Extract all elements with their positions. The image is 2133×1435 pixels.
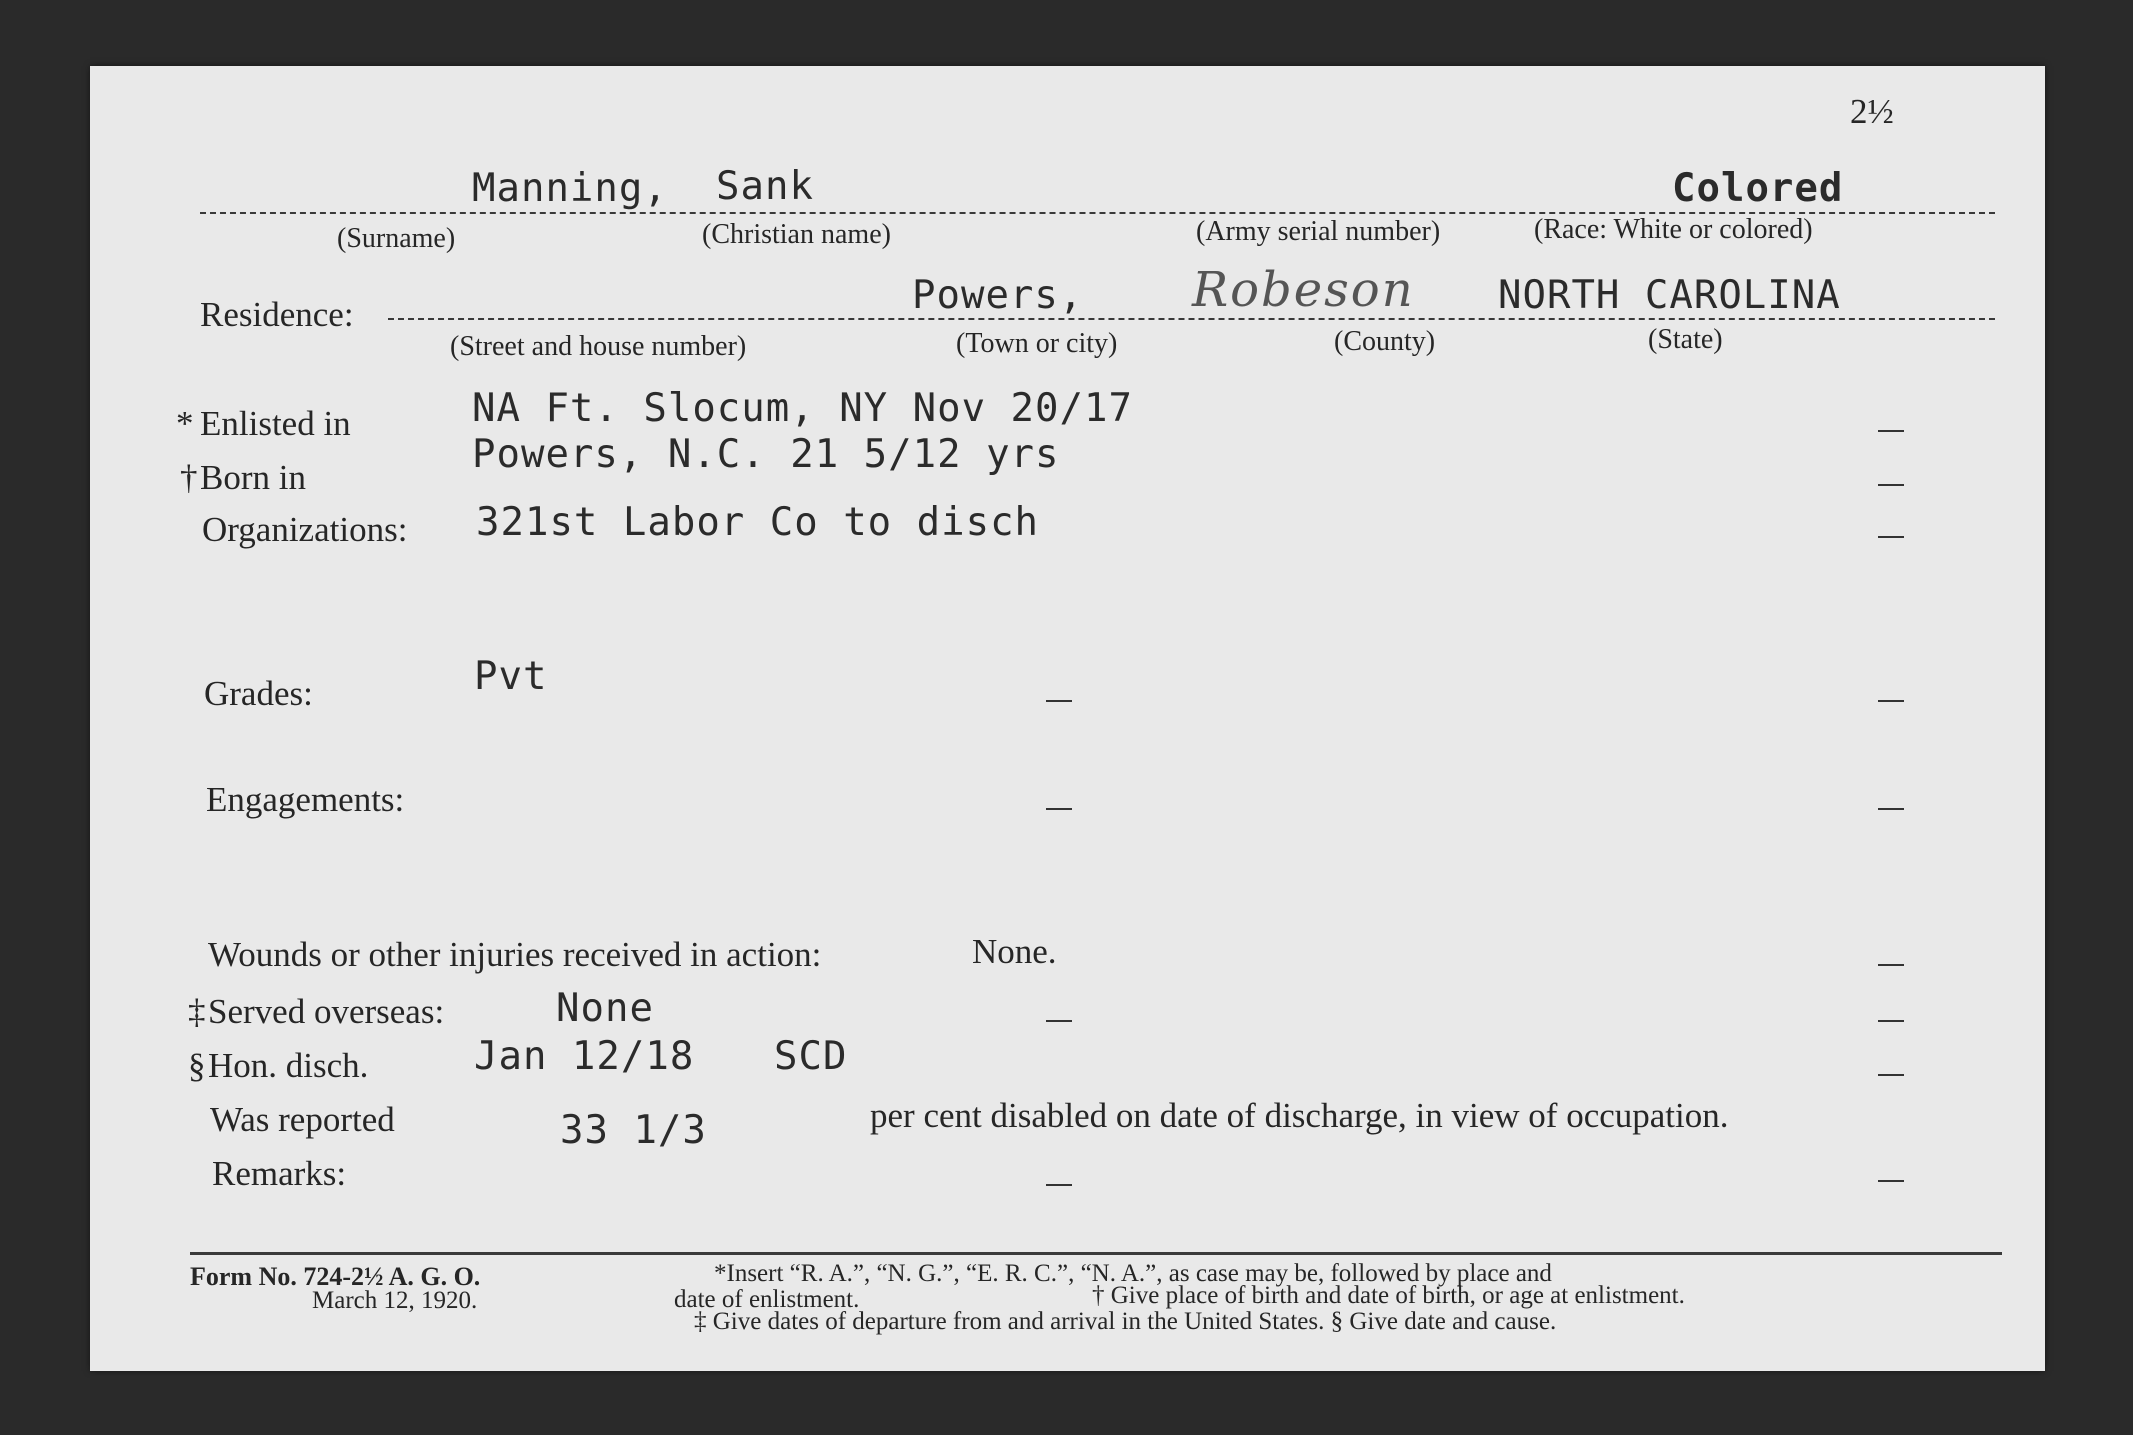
wounds-value: None. (972, 932, 1057, 971)
dagger-mark: † (180, 458, 198, 497)
form-number: Form No. 724-2½ A. G. O. (190, 1262, 481, 1291)
footer-rule (190, 1252, 2002, 1255)
organizations-value: 321st Labor Co to disch (476, 500, 1040, 545)
surname-label: (Surname) (337, 223, 456, 254)
born-dash (1878, 484, 1904, 486)
grades-label: Grades: (204, 674, 313, 713)
residence-county: Robeson (1192, 262, 1415, 318)
street-label: (Street and house number) (450, 331, 747, 362)
hon-disch-date: Jan 12/18 (474, 1034, 695, 1079)
grades-value: Pvt (474, 654, 548, 699)
organizations-label: Organizations: (202, 510, 408, 549)
grades-dash-mid (1046, 700, 1072, 702)
disability-percent: 33 1/3 (560, 1108, 707, 1153)
footnote-line-2a: date of enlistment. (674, 1286, 860, 1313)
enlisted-dash (1878, 430, 1904, 432)
remarks-dash-mid (1046, 1184, 1072, 1186)
engagements-dash (1878, 808, 1904, 810)
disability-text: per cent disabled on date of discharge, in view of occupation. (870, 1096, 1729, 1135)
card-number: 2½ (1850, 92, 1894, 131)
race-value: Colored (1672, 166, 1844, 211)
footnote-line-1: *Insert “R. A.”, “N. G.”, “E. R. C.”, “N. A.”, as case may be, followed by place and (714, 1260, 1552, 1287)
hon-disch-dash (1878, 1074, 1904, 1076)
remarks-label: Remarks: (212, 1154, 347, 1193)
served-dash-mid (1046, 1020, 1072, 1022)
residence-line (388, 318, 1995, 320)
town-label: (Town or city) (956, 328, 1118, 359)
christian-name-label: (Christian name) (702, 219, 891, 250)
hon-disch-cause: SCD (774, 1034, 848, 1079)
form-date: March 12, 1920. (312, 1287, 478, 1314)
ddagger-mark: ‡ (188, 992, 206, 1031)
county-label: (County) (1334, 326, 1436, 357)
footnote-line-3: ‡ Give dates of departure from and arrival in the United States. § Give date and cause. (694, 1308, 1557, 1335)
wounds-label: Wounds or other injuries received in action: (208, 935, 822, 974)
served-overseas-value: None (556, 986, 654, 1031)
born-value: Powers, N.C. 21 5/12 yrs (472, 432, 1060, 477)
served-overseas-label: Served overseas: (208, 992, 445, 1031)
asterisk-mark: * (176, 404, 194, 443)
serial-number-label: (Army serial number) (1196, 216, 1441, 247)
surname-value: Manning, (472, 166, 668, 211)
hon-disch-label: Hon. disch. (208, 1046, 369, 1085)
organizations-dash (1878, 536, 1904, 538)
was-reported-label: Was reported (210, 1100, 395, 1139)
record-card (90, 66, 2045, 1371)
served-dash (1878, 1020, 1904, 1022)
wounds-dash (1878, 964, 1904, 966)
engagements-label: Engagements: (206, 780, 405, 819)
enlisted-label: Enlisted in (200, 404, 351, 443)
enlisted-value: NA Ft. Slocum, NY Nov 20/17 (472, 386, 1133, 431)
residence-state: NORTH CAROLINA (1498, 273, 1841, 318)
grades-dash (1878, 700, 1904, 702)
engagements-dash-mid (1046, 808, 1072, 810)
footnote-line-2b: † Give place of birth and date of birth, or age at enlistment. (1092, 1282, 1685, 1309)
state-label: (State) (1648, 324, 1723, 355)
christian-name-value: Sank (716, 164, 814, 209)
remarks-dash (1878, 1180, 1904, 1182)
born-label: Born in (200, 458, 306, 497)
residence-label: Residence: (200, 295, 354, 334)
residence-town: Powers, (912, 273, 1084, 318)
section-mark: § (188, 1046, 206, 1085)
race-label: (Race: White or colored) (1534, 214, 1813, 245)
